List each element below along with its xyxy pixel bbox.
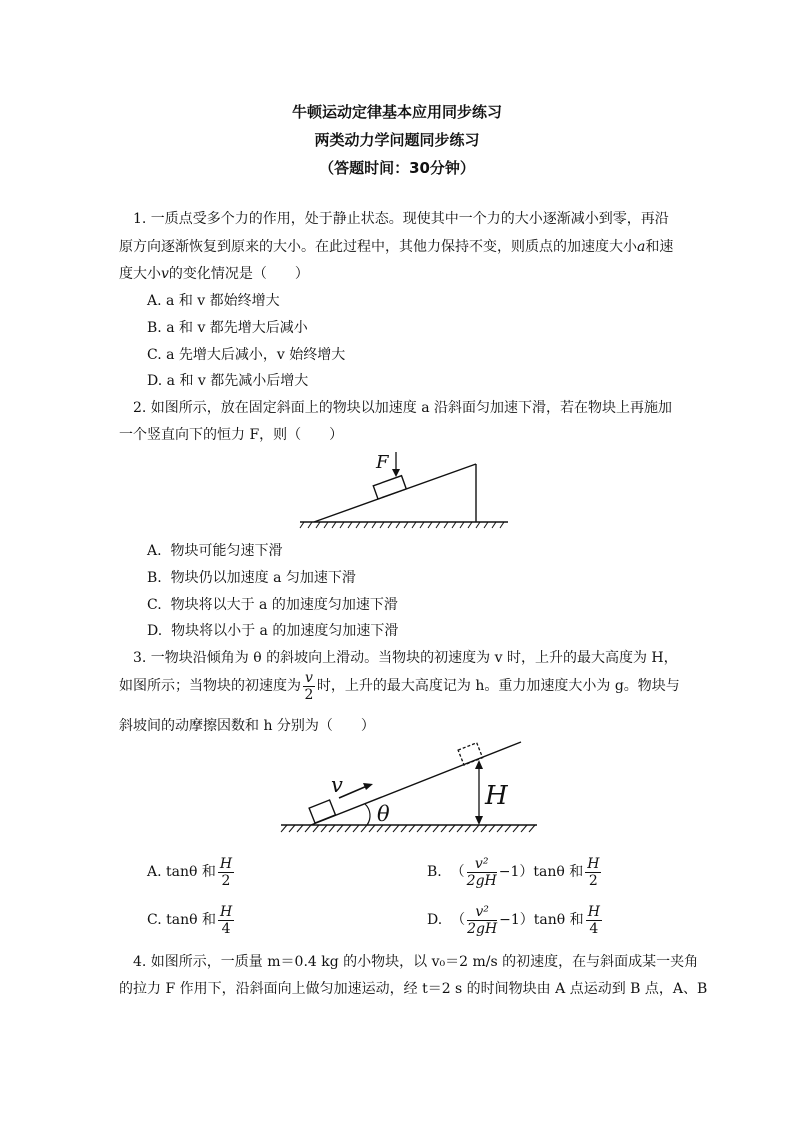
q2-option-a [147, 541, 282, 561]
q3-option-a-num: H [219, 855, 233, 872]
q1-option-a [147, 291, 280, 311]
q3-theta-label: θ [377, 802, 390, 826]
q3-option-d-label: D. [427, 912, 443, 928]
q4-line2: 的拉力 F 作用下，沿斜面向上做匀加速运动，经 t＝2 s 的时间物块由 A 点运动到 B 点，A、B [119, 981, 708, 997]
q1-line3-post: 的变化情况是（ ） [168, 266, 309, 282]
q3-option-b-num2: H [587, 855, 600, 872]
q3-option-d [427, 900, 604, 940]
q2-option-c [147, 595, 398, 615]
q3-option-d-paren: （ [451, 912, 466, 928]
q3-height-label: H [485, 781, 508, 811]
q1-var-v: v [161, 266, 169, 282]
q3-option-c [147, 900, 236, 940]
q3-line2-pre: 如图所示；当物块的初速度为 [119, 678, 301, 694]
q4-line1: 4. 如图所示，一质量 m＝0.4 kg 的小物块，以 v₀＝2 m/s 的初速度，在与斜面成某一夹角 [133, 954, 699, 970]
q2-option-a-text: 物块可能匀速下滑 [170, 543, 283, 559]
q3-option-a-fraction [218, 856, 234, 889]
q3-option-a [147, 852, 236, 892]
q1-line2-pre: 原方向逐渐恢复到原来的大小。在此过程中，其他力保持不变，则质点的加速度大小 [119, 239, 637, 255]
q3-option-b-den: 2gH [466, 872, 497, 889]
q2-line2: 一个竖直向下的恒力 F，则（ ） [119, 427, 344, 443]
q1-line1: 1. 一质点受多个力的作用，处于静止状态。现使其中一个力的大小逐渐减小到零，再沿 [133, 211, 669, 227]
q1-option-c-text: a 先增大后减小，v 始终增大 [166, 347, 346, 363]
q3-option-b-paren: （ [450, 864, 465, 880]
q3-incline-figure [281, 738, 539, 836]
q1-line2-post: 和速 [645, 239, 674, 255]
q3-option-c-num: H [220, 903, 233, 920]
q3-option-d-fraction2 [586, 904, 602, 937]
title-main: 牛顿运动定律基本应用同步练习 [291, 103, 502, 121]
q1-line3-pre: 度大小 [119, 266, 161, 282]
q3-frac-denominator: 2 [304, 686, 314, 703]
q3-option-d-fraction [467, 904, 497, 937]
q1-line3 [119, 264, 309, 284]
q2-option-b-label: B. [147, 570, 162, 586]
q1-option-c [147, 345, 345, 365]
q3-option-d-num2: H [587, 903, 600, 920]
q3-option-c-pre: tanθ 和 [166, 912, 216, 928]
q2-option-d-label: D. [147, 623, 163, 639]
q3-option-b-label: B. [427, 864, 442, 880]
title-sub: 两类动力学问题同步练习 [314, 131, 480, 149]
q1-option-d [147, 371, 308, 391]
q3-option-b-mid: −1）tanθ 和 [498, 864, 584, 880]
q3-line2-post: 时，上升的最大高度记为 h。重力加速度大小为 g。物块与 [316, 678, 680, 694]
q3-option-d-den: 2gH [467, 920, 498, 937]
q3-option-d-mid: −1）tanθ 和 [499, 912, 584, 928]
q1-option-d-label: D. [147, 373, 163, 389]
q3-line1: 3. 一物块沿倾角为 θ 的斜坡向上滑动。当物块的初速度为 v 时，上升的最大高度为 H， [133, 650, 678, 666]
q1-option-a-text: a 和 v 都始终增大 [166, 293, 280, 309]
q2-option-d-text: 物块将以小于 a 的加速度匀加速下滑 [171, 623, 399, 639]
q2-option-b [147, 568, 356, 588]
q1-var-a: a [637, 239, 646, 255]
q2-line1: 2. 如图所示，放在固定斜面上的物块以加速度 a 沿斜面匀加速下滑，若在物块上再施加 [133, 400, 673, 416]
q3-option-c-label: C. [147, 912, 162, 928]
q2-option-c-label: C. [147, 597, 162, 613]
q3-option-b-num: v² [467, 856, 497, 873]
q3-fraction-v-over-2 [303, 670, 315, 703]
q2-force-label: F [376, 452, 389, 473]
q2-option-c-text: 物块将以大于 a 的加速度匀加速下滑 [170, 597, 398, 613]
q3-option-a-pre: tanθ 和 [166, 864, 216, 880]
q3-option-d-den2: 4 [589, 920, 599, 937]
q3-option-b [427, 852, 603, 892]
q3-option-a-label: A. [147, 864, 162, 880]
q3-line3: 斜坡间的动摩擦因数和 h 分别为（ ） [119, 718, 375, 734]
q3-option-a-den: 2 [221, 872, 231, 889]
q1-option-a-label: A. [147, 293, 162, 309]
title-time: （答题时间：30分钟） [319, 159, 475, 177]
q3-option-c-den: 4 [221, 920, 231, 937]
q1-option-c-label: C. [147, 347, 162, 363]
q2-incline-figure [300, 448, 510, 530]
q1-option-b-text: a 和 v 都先增大后减小 [166, 320, 308, 336]
q1-option-b-label: B. [147, 320, 162, 336]
q3-option-c-fraction [218, 904, 234, 937]
q2-option-d [147, 621, 398, 641]
q2-option-b-text: 物块仍以加速度 a 匀加速下滑 [170, 570, 356, 586]
q3-line2 [119, 668, 680, 704]
q3-option-b-den2: 2 [588, 872, 598, 889]
q3-frac-numerator: v [305, 669, 313, 686]
q3-option-d-num: v² [467, 904, 497, 921]
q3-option-b-fraction2 [585, 856, 601, 889]
q3-option-b-fraction [467, 856, 497, 889]
q2-option-a-label: A. [147, 543, 162, 559]
q1-option-d-text: a 和 v 都先减小后增大 [166, 373, 309, 389]
q1-option-b [147, 318, 308, 338]
q3-velocity-label: v [331, 773, 343, 797]
q1-line2 [119, 237, 673, 257]
